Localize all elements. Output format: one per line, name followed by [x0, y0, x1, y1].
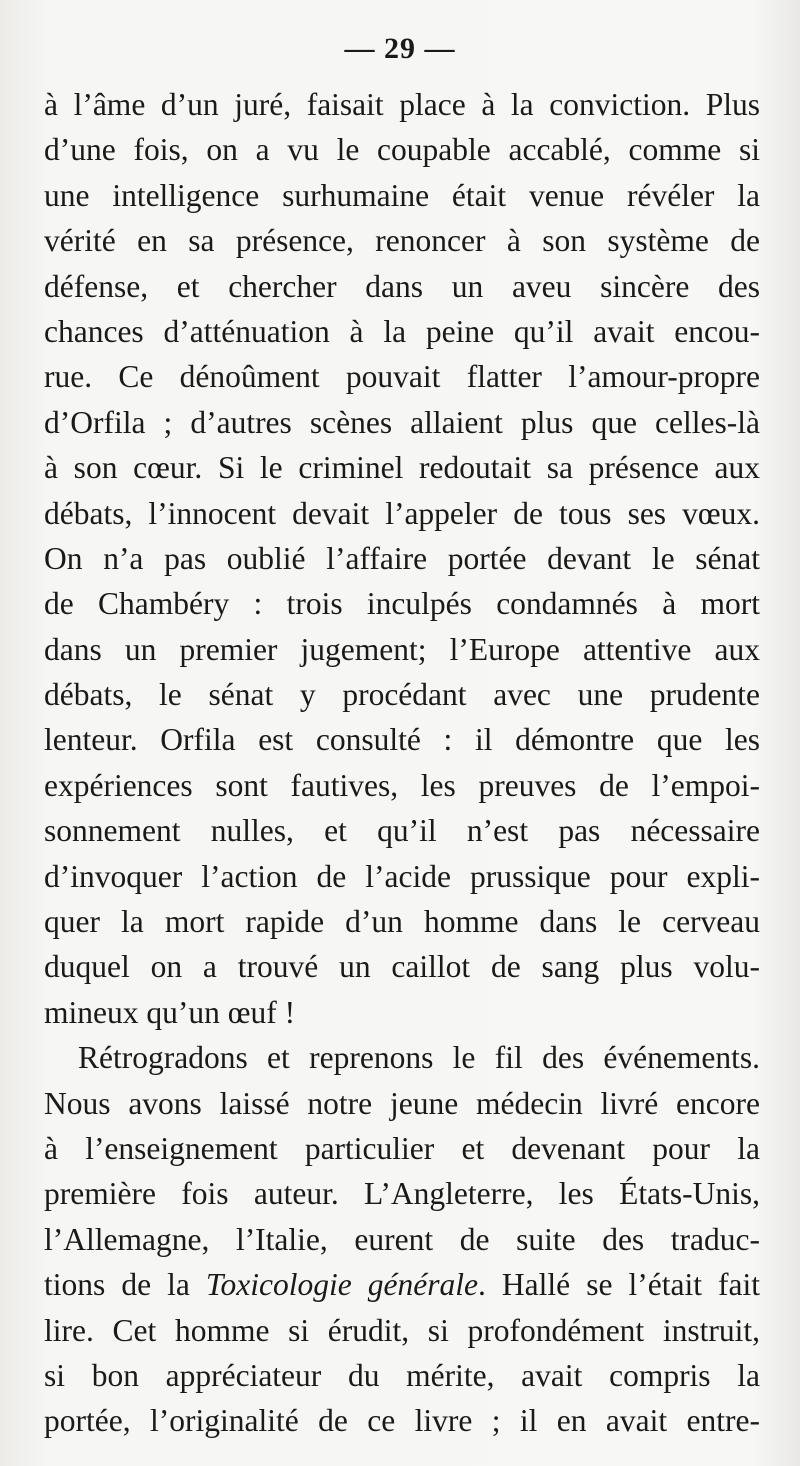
book-title: Toxicologie générale	[205, 1267, 478, 1303]
text-line: sonnement nulles, et qu’il n’est pas nécessaire	[44, 813, 760, 849]
text-line: à l’âme d’un juré, faisait place à la conviction. Plus	[44, 87, 760, 122]
body-text	[44, 82, 760, 1444]
text-line: à son cœur. Si le criminel redoutait sa présence aux	[44, 450, 760, 486]
text-line: une intelligence surhumaine était venue révéler la	[44, 177, 760, 213]
text-line: d’Orfila ; d’autres scènes allaient plus que celles-là	[44, 404, 760, 440]
text-line: quer la mort rapide d’un homme dans le cerveau	[44, 904, 760, 940]
text-line: lire. Cet homme si érudit, si profondément instruit,	[44, 1312, 760, 1348]
paragraph-2	[44, 1035, 760, 1444]
text-line-with-title	[44, 1262, 760, 1307]
text-line: d’invoquer l’action de l’acide prussique pour expli-	[44, 858, 760, 894]
text-line: rue. Ce dénoûment pouvait flatter l’amour-propre	[44, 359, 760, 395]
text-line: l’Allemagne, l’Italie, eurent de suite des traduc-	[44, 1221, 760, 1257]
text-line: débats, l’innocent devait l’appeler de tous ses vœux.	[44, 495, 760, 531]
text-line: première fois auteur. L’Angleterre, les États-Unis,	[44, 1176, 760, 1212]
text-line: de Chambéry : trois inculpés condamnés à mort	[44, 586, 760, 622]
text-line: débats, le sénat y procédant avec une prudente	[44, 677, 760, 713]
text-line: vérité en sa présence, renoncer à son système de	[44, 223, 760, 259]
text-segment: . Hallé se l’était fait	[478, 1267, 760, 1303]
text-line: duquel on a trouvé un caillot de sang plus volu-	[44, 949, 760, 985]
text-segment: tions de la	[44, 1267, 206, 1303]
text-line: expériences sont fautives, les preuves de l’empoi-	[44, 767, 760, 803]
text-line: si bon appréciateur du mérite, avait compris la	[44, 1357, 760, 1393]
text-line: mineux qu’un œuf !	[44, 994, 296, 1030]
paragraph-1	[44, 82, 760, 1035]
text-line: dans un premier jugement; l’Europe attentive aux	[44, 631, 760, 667]
text-line: Nous avons laissé notre jeune médecin livré encore	[44, 1085, 760, 1121]
text-line: Rétrogradons et reprenons le fil des événements.	[78, 1040, 760, 1076]
text-line: d’une fois, on a vu le coupable accablé, comme si	[44, 132, 760, 168]
text-line: défense, et chercher dans un aveu sincère des	[44, 268, 760, 304]
text-line: lenteur. Orfila est consulté : il démontre que les	[44, 722, 760, 758]
page-number: — 29 —	[344, 32, 456, 65]
text-line: portée, l’originalité de ce livre ; il en avait entre-	[44, 1403, 760, 1439]
text-line: On n’a pas oublié l’affaire portée devant le sénat	[44, 540, 760, 576]
text-line: à l’enseignement particulier et devenant pour la	[44, 1130, 760, 1166]
text-line: chances d’atténuation à la peine qu’il avait encou-	[44, 313, 760, 349]
